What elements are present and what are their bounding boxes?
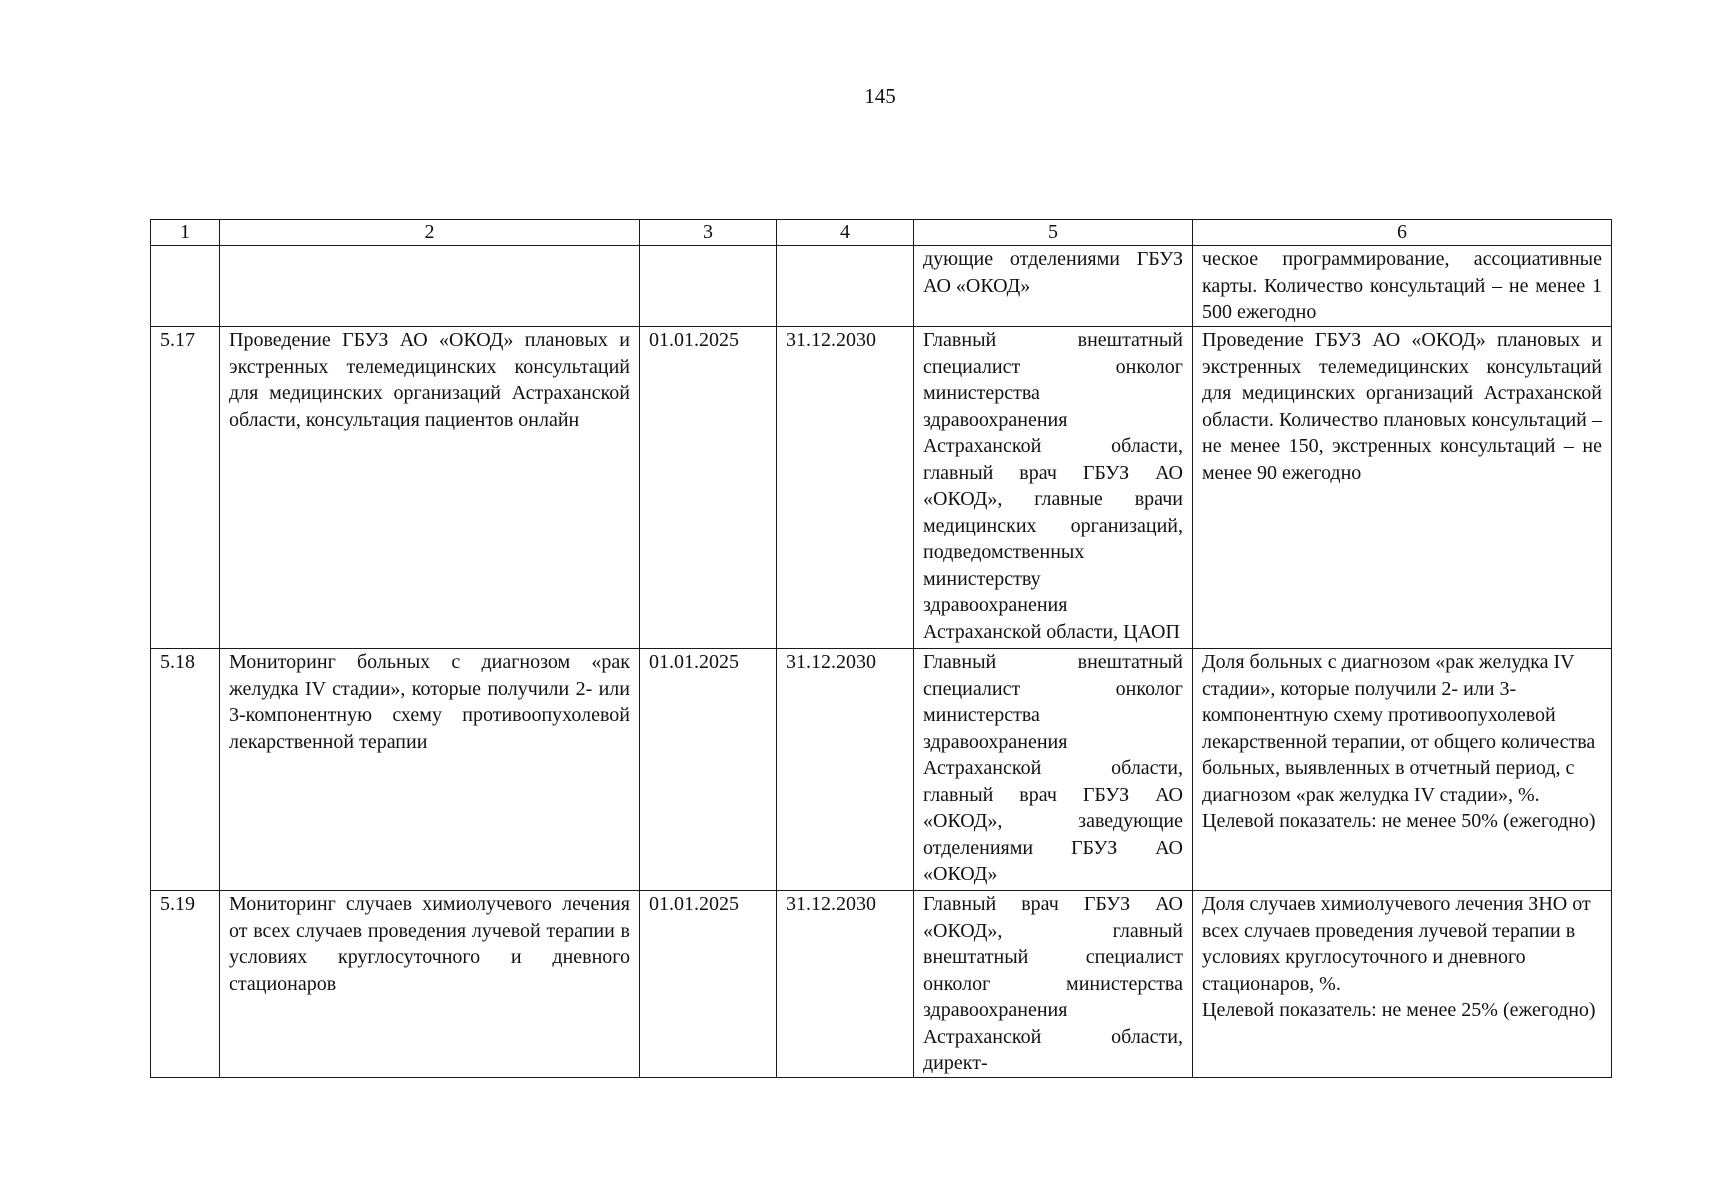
- continuation-row: [151, 246, 1612, 327]
- measure-description: Мониторинг больных с диагнозом «рак желудка IV стадии», которые получили 2- или 3-компонентную схему противоопухолевой лекарственной терапии: [220, 649, 640, 891]
- continuation-result-cell: ческое программирование, ассоциативные карты. Количество консультаций – не менее 1 500 ежегодно: [1193, 246, 1612, 327]
- page-number: 145: [864, 84, 896, 108]
- start-date: 01.01.2025: [640, 891, 777, 1078]
- continuation-responsible-cell: дующие отделениями ГБУЗ АО «ОКОД»: [914, 246, 1193, 327]
- row-number: 5.19: [151, 891, 220, 1078]
- responsible-persons: Главный внештатный специалист онколог министерства здравоохранения Астраханской области, главный врач ГБУЗ АО «ОКОД», главные врачи медицинских организаций, подведомственных министерству здравоохранения Астраханской области, ЦАОП: [914, 327, 1193, 649]
- end-date: 31.12.2030: [777, 327, 914, 649]
- continuation-start-cell: [640, 246, 777, 327]
- expected-result: Проведение ГБУЗ АО «ОКОД» плановых и экстренных телемедицинских консультаций для медицинских организаций Астраханской области. Количество плановых консультаций – не менее 150, экстренных консультаций – не менее 90 ежегодно: [1193, 327, 1612, 649]
- column-header-2: 2: [220, 220, 640, 246]
- responsible-persons: Главный внештатный специалист онколог министерства здравоохранения Астраханской области, главный врач ГБУЗ АО «ОКОД», заведующие отделениями ГБУЗ АО «ОКОД»: [914, 649, 1193, 891]
- start-date: 01.01.2025: [640, 649, 777, 891]
- column-header-6: 6: [1193, 220, 1612, 246]
- responsible-persons: Главный врач ГБУЗ АО «ОКОД», главный внештатный специалист онколог министерства здравоохранения Астраханской области, директ-: [914, 891, 1193, 1078]
- header-row: [151, 220, 1612, 246]
- continuation-description-cell: [220, 246, 640, 327]
- table-row-5-18: [151, 649, 1612, 891]
- column-header-4: 4: [777, 220, 914, 246]
- row-number: 5.17: [151, 327, 220, 649]
- column-header-3: 3: [640, 220, 777, 246]
- start-date: 01.01.2025: [640, 327, 777, 649]
- row-number: 5.18: [151, 649, 220, 891]
- table-row-5-17: [151, 327, 1612, 649]
- measure-description: Мониторинг случаев химиолучевого лечения от всех случаев проведения лучевой терапии в условиях круглосуточного и дневного стационаров: [220, 891, 640, 1078]
- measure-description: Проведение ГБУЗ АО «ОКОД» плановых и экстренных телемедицинских консультаций для медицинских организаций Астраханской области, консультация пациентов онлайн: [220, 327, 640, 649]
- expected-result: [1193, 891, 1612, 1078]
- target-indicator: Целевой показатель: не менее 50% (ежегодно): [1202, 810, 1596, 832]
- column-header-1: 1: [151, 220, 220, 246]
- continuation-num-cell: [151, 246, 220, 327]
- table-row-5-19: [151, 891, 1612, 1078]
- target-indicator: Целевой показатель: не менее 25% (ежегодно): [1202, 999, 1596, 1021]
- measures-table: [150, 219, 1612, 1078]
- result-text: Доля больных с диагнозом «рак желудка IV стадии», которые получили 2- или 3-компонентную схему противоопухолевой лекарственной терапии, от общего количества больных, выявленных в отчетный период, с диагнозом «рак желудка IV стадии», %.: [1202, 651, 1596, 806]
- continuation-end-cell: [777, 246, 914, 327]
- end-date: 31.12.2030: [777, 891, 914, 1078]
- column-header-5: 5: [914, 220, 1193, 246]
- result-text: Доля случаев химиолучевого лечения ЗНО от всех случаев проведения лучевой терапии в условиях круглосуточного и дневного стационаров, %.: [1202, 893, 1591, 995]
- expected-result: [1193, 649, 1612, 891]
- end-date: 31.12.2030: [777, 649, 914, 891]
